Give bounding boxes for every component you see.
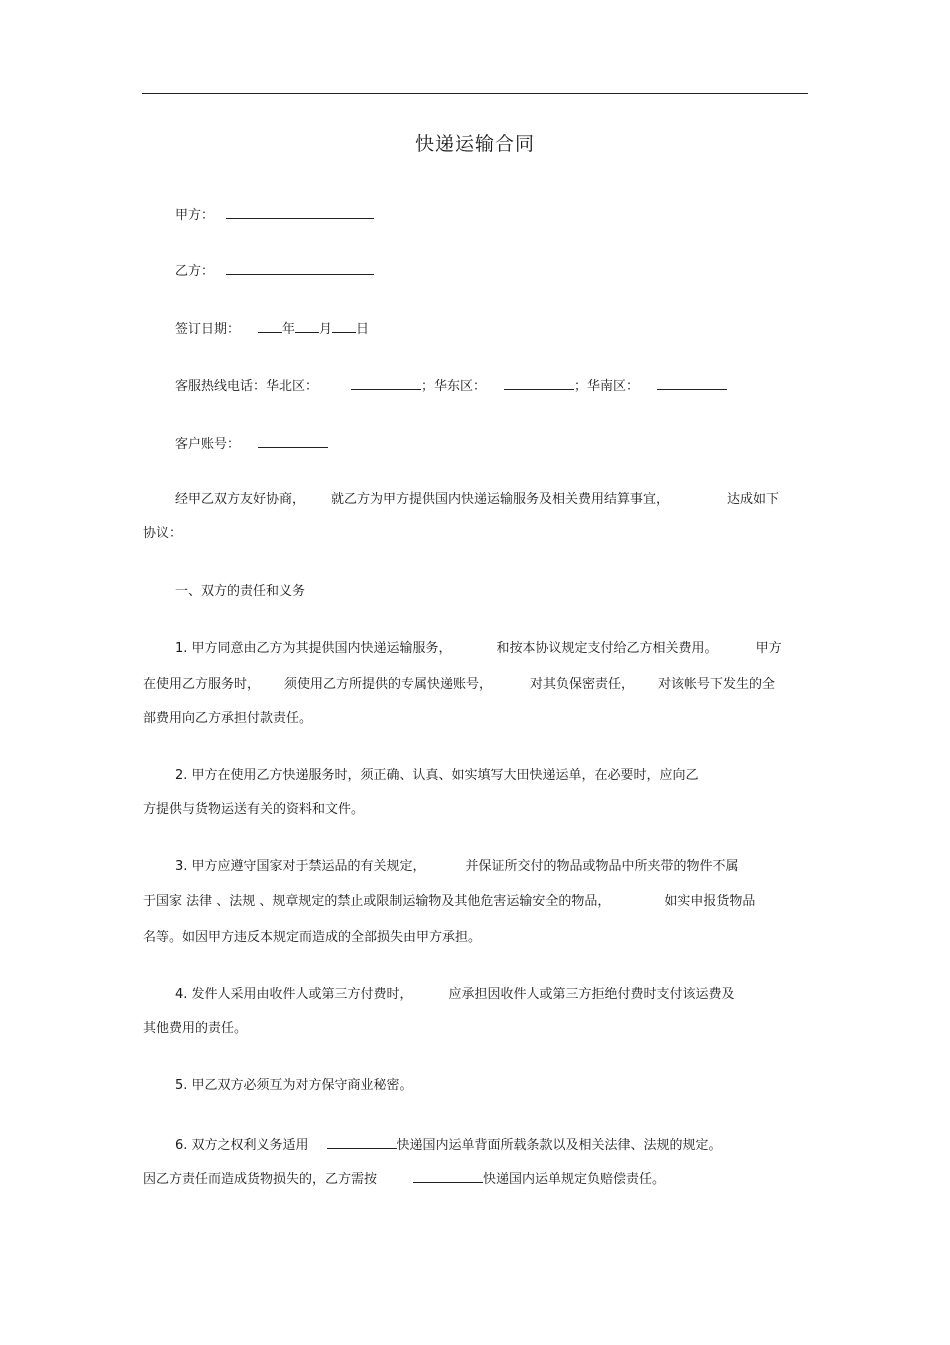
clause-3-text-d: 如实申报货物品 — [664, 894, 756, 909]
hotline-east-label: ；华东区： — [421, 379, 487, 394]
clause-6-carrier-blank-2[interactable] — [413, 1170, 483, 1183]
clause-6-text-d: 快递国内运单规定负赔偿责任。 — [483, 1172, 666, 1187]
clause-1-text-d: 在使用乙方服务时， — [143, 677, 261, 692]
clause-6-text-c: 因乙方责任而造成货物损失的，乙方需按 — [143, 1172, 378, 1187]
clause-1-text-f: 对其负保密责任， — [530, 677, 635, 692]
hotline-south-label: ；华南区： — [574, 379, 640, 394]
year-blank[interactable] — [258, 320, 282, 333]
hotline-label: 客服热线电话：华北区： — [175, 379, 319, 394]
clause-3-text-a: 3. 甲方应遵守国家对于禁运品的有关规定， — [175, 859, 426, 874]
clause-3-text-c: 于国家 法律 、法规 、规章规定的禁止或限制运输物及其他危害运输安全的物品， — [143, 894, 611, 909]
header-rule — [142, 93, 808, 94]
clause-3-line-1 — [175, 859, 739, 875]
day-blank[interactable] — [332, 320, 356, 333]
clause-5-line-1: 5. 甲乙双方必须互为对方保守商业秘密。 — [175, 1078, 413, 1093]
clause-1-text-e: 须使用乙方所提供的专属快递账号， — [284, 677, 493, 692]
clause-2-line-1: 2. 甲方在使用乙方快递服务时，须正确、认真、如实填写大田快递运单，在必要时，应向乙 — [175, 768, 699, 783]
month-blank[interactable] — [295, 320, 319, 333]
month-label: 月 — [319, 322, 333, 337]
hotline-south-blank[interactable] — [657, 377, 727, 390]
date-row — [175, 320, 369, 338]
day-label: 日 — [356, 322, 370, 337]
intro-text-c: 达成如下 — [727, 492, 780, 507]
section-1-heading: 一、双方的责任和义务 — [175, 584, 306, 599]
party-a-blank[interactable] — [226, 206, 374, 219]
clause-1-text-c: 甲方 — [755, 641, 782, 656]
clause-1-line-1 — [175, 641, 782, 657]
intro-text-b: 就乙方为甲方提供国内快递运输服务及相关费用结算事宜， — [331, 492, 670, 507]
clause-1-line-3: 部费用向乙方承担付款责任。 — [143, 711, 313, 726]
account-row — [175, 435, 328, 453]
hotline-north-blank[interactable] — [351, 377, 421, 390]
clause-3-line-3: 名等。如因甲方违反本规定而造成的全部损失由甲方承担。 — [143, 930, 482, 945]
clause-3-text-b: 并保证所交付的物品或物品中所夹带的物件不属 — [465, 859, 739, 874]
clause-4-line-1 — [175, 987, 735, 1003]
clause-6-text-a: 6. 双方之权利义务适用 — [175, 1138, 309, 1153]
account-blank[interactable] — [258, 435, 328, 448]
intro-line-1 — [175, 492, 779, 508]
party-b-label: 乙方： — [175, 264, 215, 279]
party-a-label: 甲方： — [175, 208, 215, 223]
account-label: 客户账号： — [175, 437, 241, 452]
clause-4-text-a: 4. 发件人采用由收件人或第三方付费时， — [175, 987, 413, 1002]
hotline-east-blank[interactable] — [504, 377, 574, 390]
clause-1-text-g: 对该帐号下发生的全 — [658, 677, 776, 692]
intro-line-2: 协议： — [143, 526, 183, 541]
document-title: 快递运输合同 — [414, 133, 535, 155]
party-a-row — [175, 206, 374, 224]
date-label: 签订日期： — [175, 322, 241, 337]
clause-6-text-b: 快递国内运单背面所载条款以及相关法律、法规的规定。 — [396, 1138, 722, 1153]
intro-text-a: 经甲乙双方友好协商， — [175, 492, 306, 507]
clause-4-line-2: 其他费用的责任。 — [143, 1021, 248, 1036]
clause-6-line-1 — [175, 1136, 722, 1154]
clause-2-line-2: 方提供与货物运送有关的资料和文件。 — [143, 802, 365, 817]
clause-1-line-2 — [143, 677, 775, 693]
clause-6-line-2 — [143, 1170, 665, 1188]
party-b-blank[interactable] — [226, 262, 374, 275]
clause-3-line-2 — [143, 894, 755, 910]
clause-1-text-b: 和按本协议规定支付给乙方相关费用。 — [496, 641, 718, 656]
clause-4-text-b: 应承担因收件人或第三方拒绝付费时支付该运费及 — [448, 987, 735, 1002]
clause-1-text-a: 1. 甲方同意由乙方为其提供国内快递运输服务， — [175, 641, 452, 656]
year-label: 年 — [282, 322, 296, 337]
party-b-row — [175, 262, 374, 280]
hotline-row — [175, 377, 727, 395]
clause-6-carrier-blank-1[interactable] — [327, 1136, 397, 1149]
